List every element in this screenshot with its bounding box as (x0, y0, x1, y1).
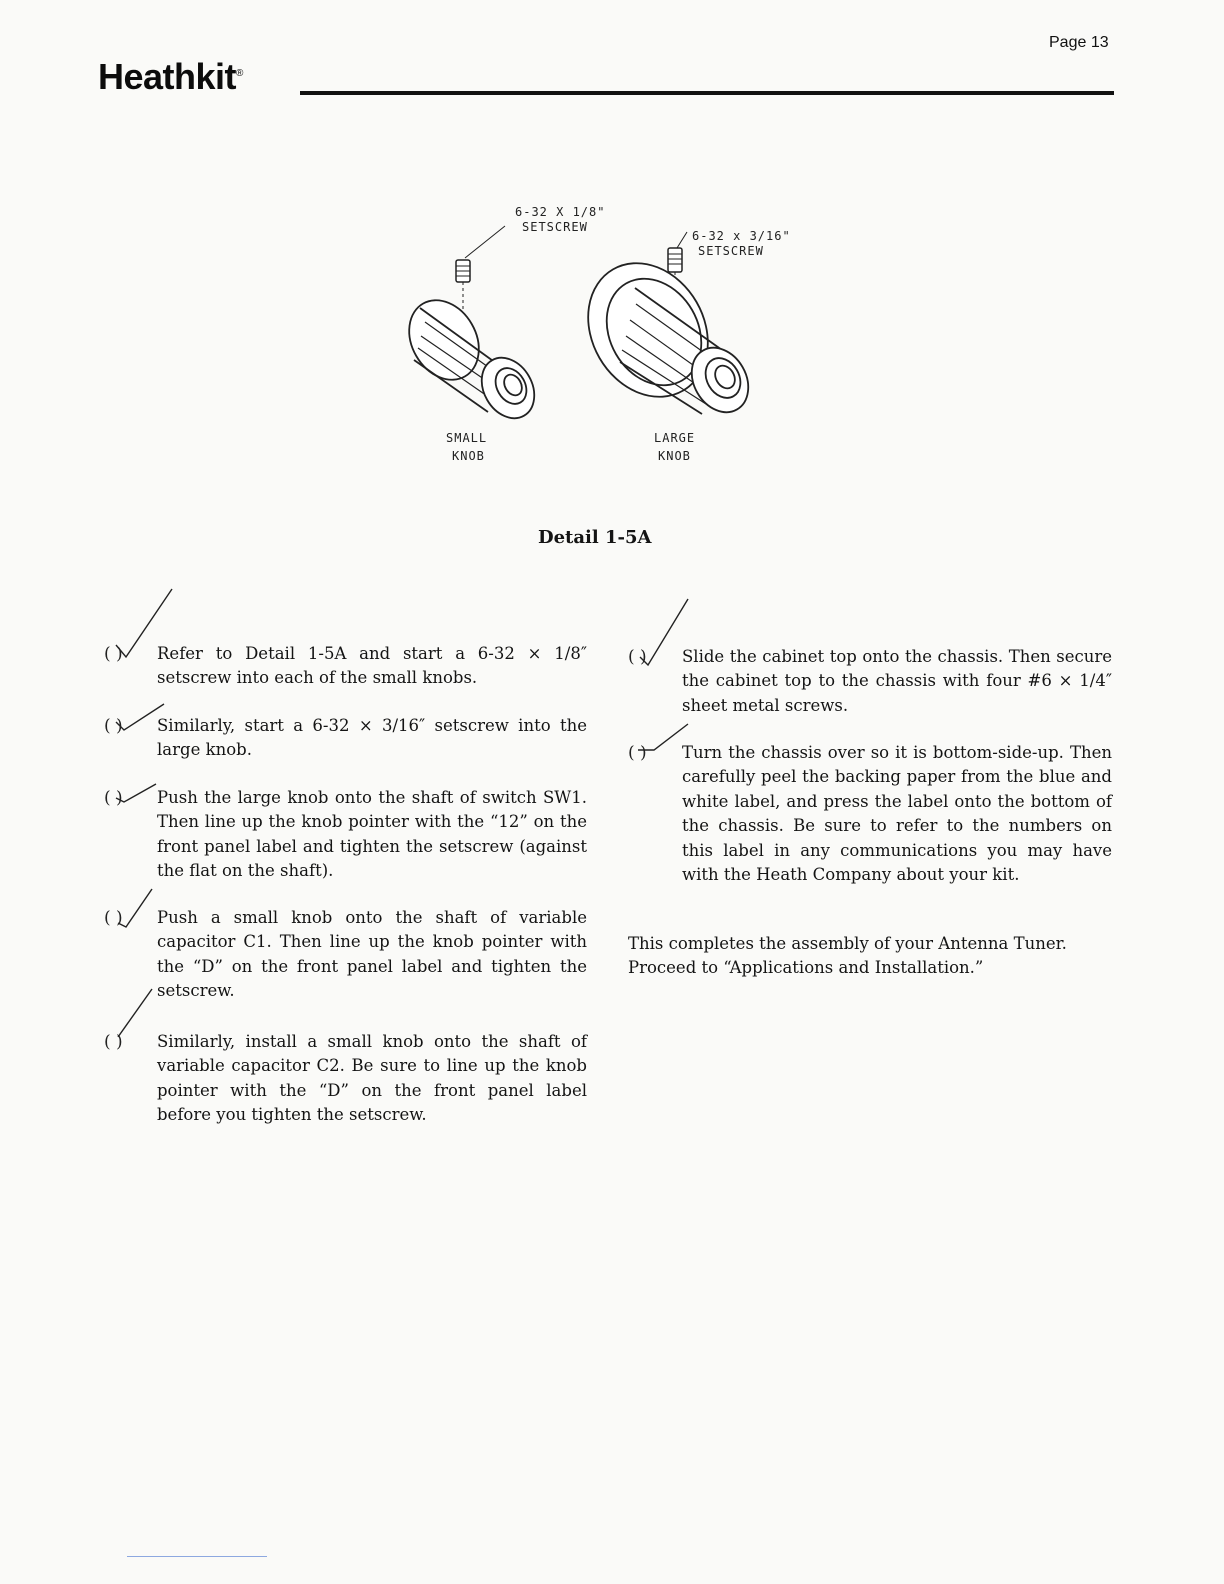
step-checkbox[interactable]: ( ) (104, 644, 123, 664)
brand-name: Heathkit (98, 56, 237, 97)
detail-caption: Detail 1-5A (538, 527, 652, 548)
step-checkbox[interactable]: ( ) (628, 743, 647, 763)
step-text: Push a small knob onto the shaft of variable capacitor C1. Then line up the knob pointer with the “D” on the front panel label and tighten the setscrew. (157, 908, 587, 1001)
pen-check-mark-icon (112, 585, 182, 665)
large-knob-icon (565, 241, 760, 422)
large-knob-label-2: KNOB (658, 449, 691, 463)
pen-check-mark-icon (112, 700, 172, 740)
large-screw-type-label: SETSCREW (698, 244, 764, 258)
small-screw-type-label: SETSCREW (522, 220, 588, 234)
header-rule (300, 91, 1114, 95)
pen-check-mark-icon (634, 595, 694, 670)
step-checkbox[interactable]: ( ) (104, 1032, 123, 1052)
large-screw-leader (677, 232, 687, 248)
step-text: Similarly, start a 6-32 × 3/16″ setscrew into the large knob. (157, 716, 587, 760)
pen-check-mark-icon (112, 985, 162, 1045)
pen-check-mark-icon (112, 780, 162, 810)
small-screw-size-label: 6-32 X 1/8" (515, 205, 606, 219)
small-knob-icon (395, 288, 544, 428)
knob-illustration (380, 190, 800, 480)
large-screw-size-label: 6-32 x 3/16" (692, 229, 791, 243)
step-checkbox[interactable]: ( ) (104, 716, 123, 736)
pen-check-mark-icon (112, 885, 162, 935)
step-checkbox[interactable]: ( ) (104, 788, 123, 808)
small-screw-leader (465, 226, 505, 258)
conclusion-text: This completes the assembly of your Antenna Tuner. Proceed to “Applications and Installation.” (628, 934, 1067, 978)
registered-mark: ® (236, 68, 243, 79)
small-knob-label-2: KNOB (452, 449, 485, 463)
step-text: Slide the cabinet top onto the chassis. Then secure the cabinet top to the chassis with four #6 × 1/4″ sheet metal screws. (682, 647, 1112, 715)
step-text: Similarly, install a small knob onto the shaft of variable capacitor C2. Be sure to line up the knob pointer with the “D” on the front panel label before you tighten the setscrew. (157, 1032, 587, 1125)
page-number: Page 13 (1049, 34, 1109, 51)
step-text: Turn the chassis over so it is bottom-side-up. Then carefully peel the backing paper from the blue and white label, and press the label onto the bottom of the chassis. Be sure to refer to the numbers on this label in any communications you may have with the Heath Company about your kit. (682, 743, 1112, 885)
small-knob-label: SMALL (446, 431, 488, 445)
footer-rule (127, 1556, 267, 1557)
step-text: Push the large knob onto the shaft of switch SW1. Then line up the knob pointer with the “12” on the front panel label and tighten the setscrew (against the flat on the shaft). (157, 788, 587, 881)
large-knob-label: LARGE (654, 431, 696, 445)
step-checkbox[interactable]: ( ) (628, 647, 647, 667)
heathkit-logo (98, 56, 243, 98)
step-text: Refer to Detail 1-5A and start a 6-32 × 1/8″ setscrew into each of the small knobs. (157, 644, 587, 688)
pen-check-mark-icon (634, 720, 694, 760)
step-checkbox[interactable]: ( ) (104, 908, 123, 928)
